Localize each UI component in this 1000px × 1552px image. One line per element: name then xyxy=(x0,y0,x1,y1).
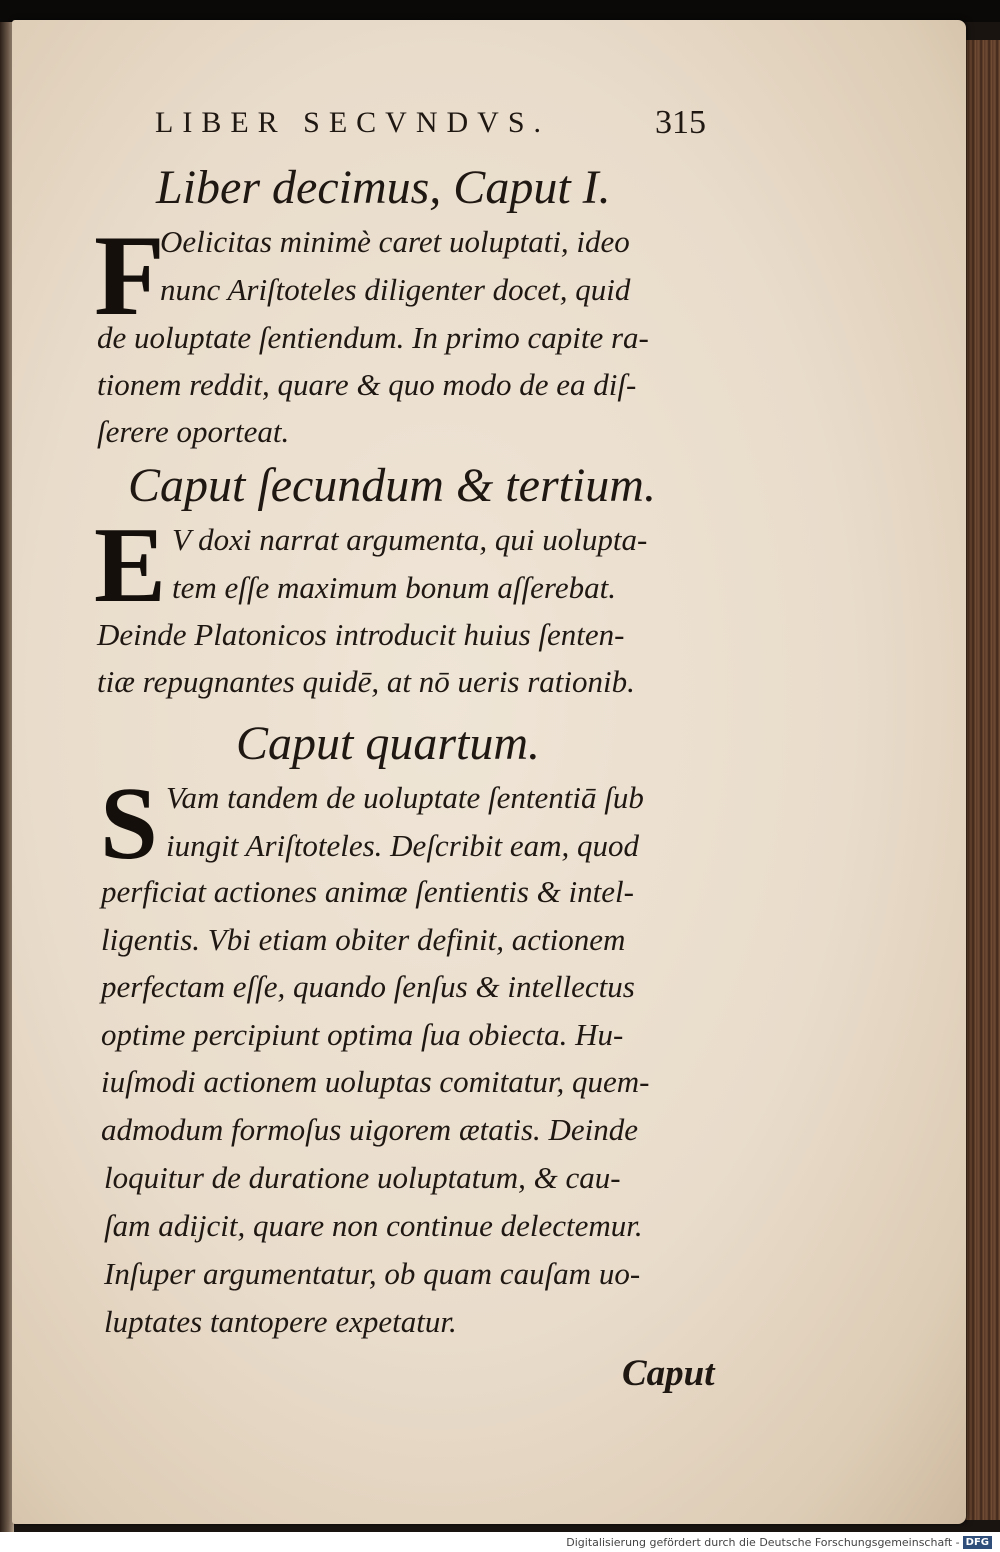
digitization-credit xyxy=(566,1533,992,1552)
text-line: Deinde Platonicos introducit huius ſenten- xyxy=(97,617,625,652)
drop-initial: F xyxy=(94,212,165,340)
page-number: 315 xyxy=(655,104,706,141)
text-line: Oelicitas minimè caret uoluptati, ideo xyxy=(160,224,630,259)
text-line: optime percipiunt optima ſua obiecta. Hu- xyxy=(101,1017,624,1052)
text-line: loquitur de duratione uoluptatum, & cau- xyxy=(104,1160,621,1195)
credit-text: Digitalisierung gefördert durch die Deutsche Forschungsgemeinschaft - xyxy=(566,1536,960,1549)
text-line: admodum formoſus uigorem ætatis. Deinde xyxy=(101,1112,639,1147)
text-line: tionem reddit, quare & quo modo de ea diſ- xyxy=(97,367,637,402)
text-line: de uoluptate ſentiendum. In primo capite ra- xyxy=(97,320,649,355)
section-heading: Caput quartum. xyxy=(236,717,541,770)
text-line: iungit Ariſtoteles. Deſcribit eam, quod xyxy=(166,828,639,863)
text-line: ligentis. Vbi etiam obiter definit, actionem xyxy=(101,922,626,957)
text-line: tiæ repugnantes quidē, at nō ueris rationib. xyxy=(97,664,635,699)
text-line: V doxi narrat argumenta, qui uolupta- xyxy=(172,522,648,557)
drop-initial: S xyxy=(100,766,158,881)
text-line: nunc Ariſtoteles diligenter docet, quid xyxy=(160,272,631,307)
text-line: iuſmodi actionem uoluptas comitatur, quem- xyxy=(101,1064,650,1099)
section-heading: Liber decimus, Caput I. xyxy=(156,161,611,214)
text-line: luptates tantopere expetatur. xyxy=(104,1304,457,1339)
page-stack-edge xyxy=(960,40,1000,1520)
section-heading: Caput ſecundum & tertium. xyxy=(128,459,656,512)
text-line: ſam adijcit, quare non continue delectemur. xyxy=(104,1208,643,1243)
dfg-logo-icon: DFG xyxy=(963,1536,992,1549)
catchword: Caput xyxy=(622,1353,715,1394)
drop-initial: E xyxy=(94,506,167,625)
text-line: tem eſſe maximum bonum aſſerebat. xyxy=(172,570,616,605)
running-head: LIBER SECVNDVS. xyxy=(155,106,551,139)
text-line: Inſuper argumentatur, ob quam cauſam uo- xyxy=(104,1256,641,1291)
text-line: Vam tandem de uoluptate ſententiā ſub xyxy=(166,780,644,815)
text-line: ſerere oporteat. xyxy=(97,414,290,449)
text-line: perficiat actiones animæ ſentientis & intel- xyxy=(101,874,634,909)
text-line: perfectam eſſe, quando ſenſus & intellectus xyxy=(101,969,635,1004)
